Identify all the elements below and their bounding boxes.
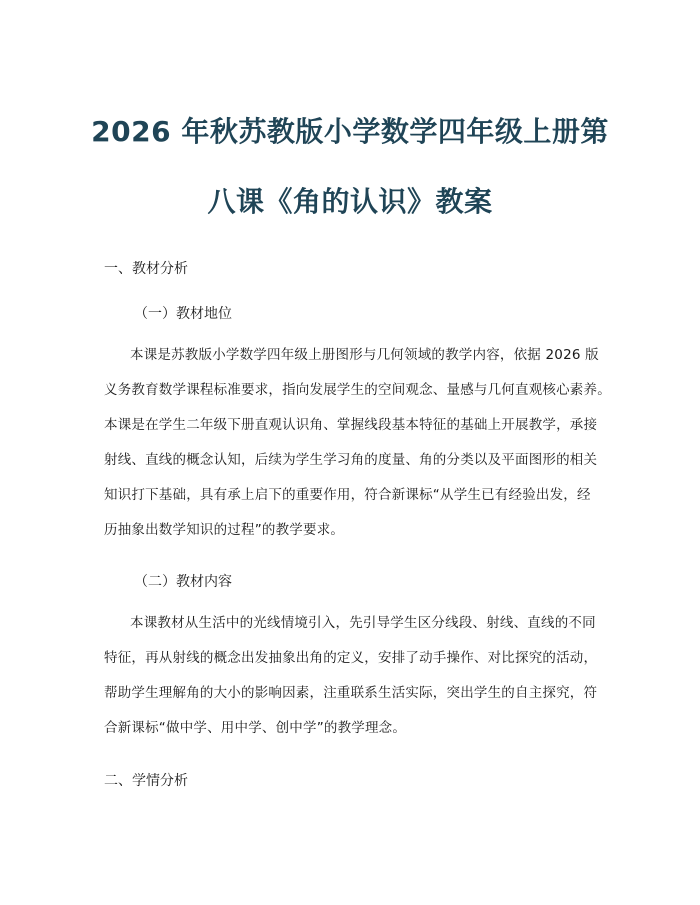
paragraph-line: 本课是苏教版小学数学四年级上册图形与几何领域的教学内容，依据 2026 版 [130, 347, 599, 363]
paragraph-textbook-content [104, 606, 604, 746]
subsection-heading-textbook-position: （一）教材地位 [134, 306, 232, 322]
paragraph-line: 知识打下基础，具有承上启下的重要作用，符合新课标“从学生已有经验出发，经 [104, 487, 591, 503]
paragraph-line: 义务教育数学课程标准要求，指向发展学生的空间观念、量感与几何直观核心素养。 [104, 382, 611, 398]
section-heading-textbook-analysis: 一、教材分析 [104, 261, 188, 277]
paragraph-line: 合新课标“做中学、用中学、创中学”的教学理念。 [104, 720, 407, 736]
paragraph-line: 本课是在学生二年级下册直观认识角、掌握线段基本特征的基础上开展教学，承接 [104, 417, 598, 433]
paragraph-line: 历抽象出数学知识的过程”的教学要求。 [104, 522, 345, 538]
subsection-heading-textbook-content: （二）教材内容 [134, 574, 232, 590]
paragraph-line: 本课教材从生活中的光线情境引入，先引导学生区分线段、射线、直线的不同 [130, 615, 596, 631]
document-title-line-2: 八课《角的认识》教案 [207, 185, 493, 218]
paragraph-line: 射线、直线的概念认知，后续为学生学习角的度量、角的分类以及平面图形的相关 [104, 452, 598, 468]
paragraph-line: 特征，再从射线的概念出发抽象出角的定义，安排了动手操作、对比探究的活动， [104, 650, 598, 666]
paragraph-textbook-position [104, 338, 611, 548]
section-heading-learner-analysis: 二、学情分析 [104, 773, 188, 789]
paragraph-line: 帮助学生理解角的大小的影响因素，注重联系生活实际，突出学生的自主探究，符 [104, 685, 598, 701]
document-title-line-1: 2026 年秋苏教版小学数学四年级上册第 [91, 115, 609, 148]
